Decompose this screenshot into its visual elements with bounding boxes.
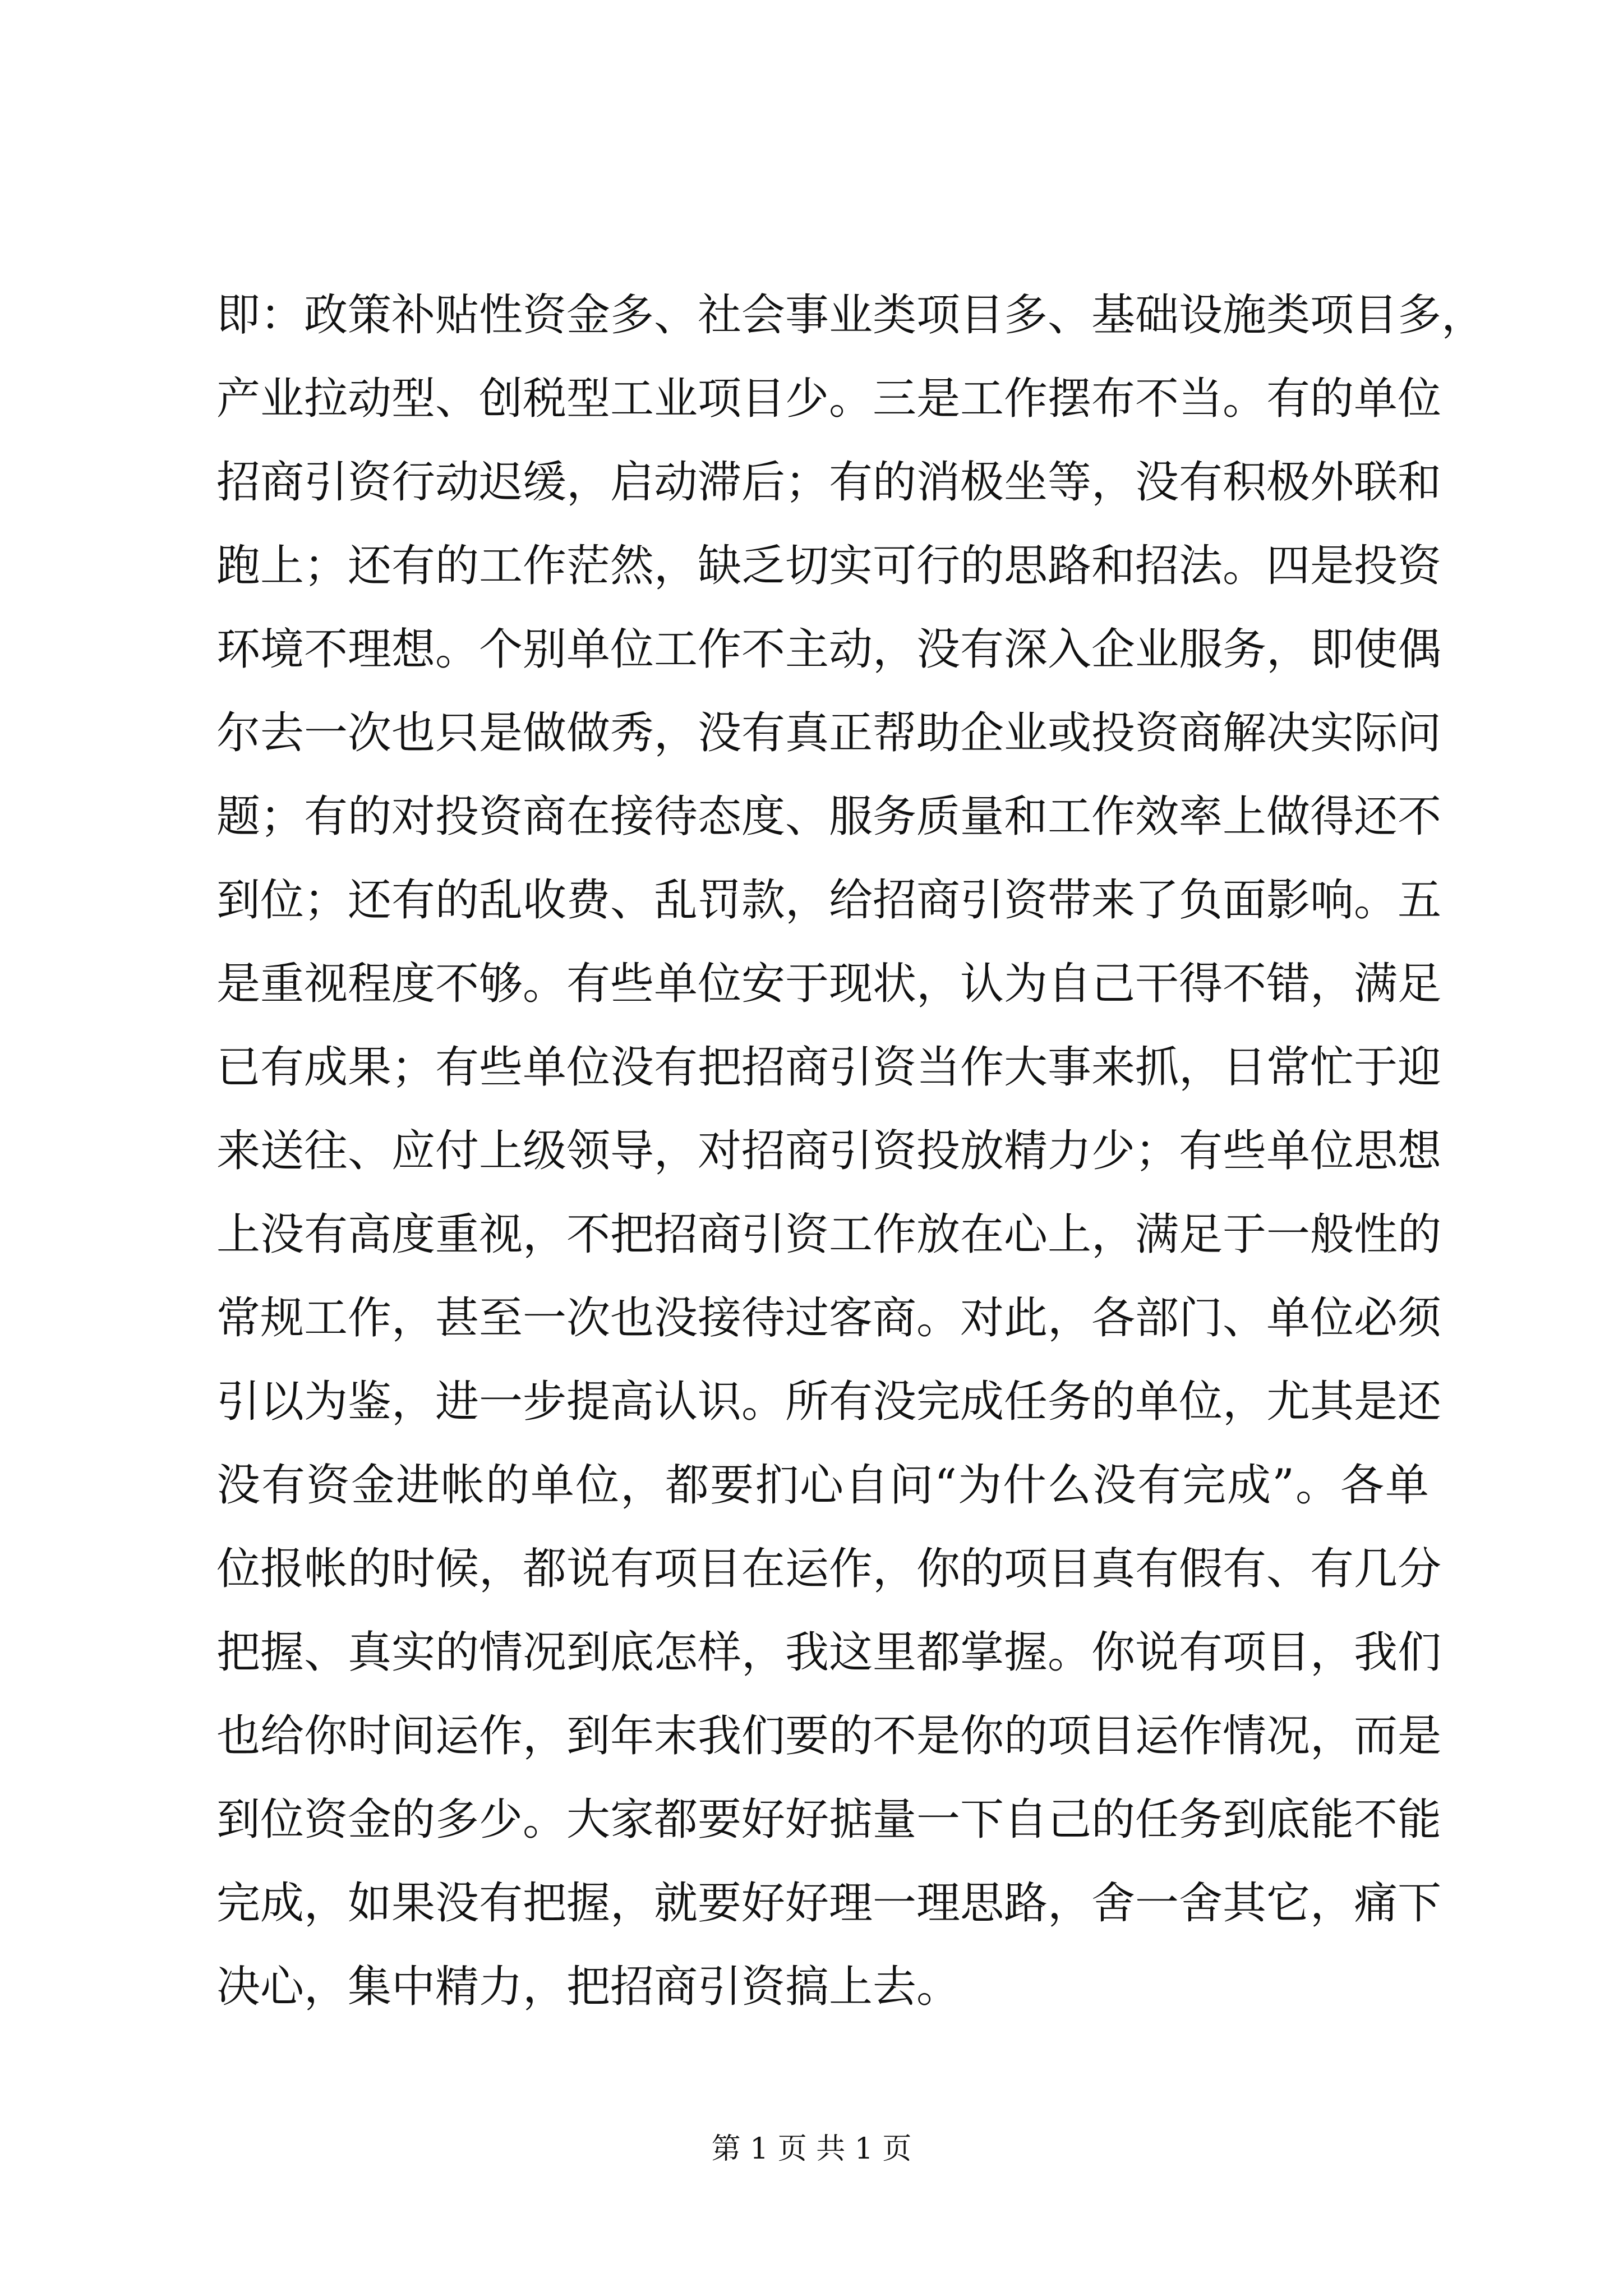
text-line: 上没有高度重视，不把招商引资工作放在心上，满足于一般性的 (216, 1209, 1442, 1260)
text-line: 决心，集中精力，把招商引资搞上去。 (216, 1962, 961, 2012)
text-line: 到位；还有的乱收费、乱罚款，给招商引资带来了负面影响。五 (216, 875, 1442, 926)
text-line: 环境不理想。个别单位工作不主动，没有深入企业服务，即使偶 (216, 624, 1442, 675)
text-line: 到位资金的多少。大家都要好好掂量一下自己的任务到底能不能 (216, 1795, 1442, 1845)
text-line: 完成，如果没有把握，就要好好理一理思路，舍一舍其它，痛下 (216, 1878, 1442, 1929)
page-number-footer: 第 1 页 共 1 页 (711, 2132, 912, 2166)
text-line: 来送往、应付上级领导，对招商引资投放精力少；有些单位思想 (216, 1126, 1442, 1176)
text-line: 是重视程度不够。有些单位安于现状，认为自己干得不错，满足 (216, 959, 1442, 1009)
text-line: 即：政策补贴性资金多、社会事业类项目多、基础设施类项目多， (216, 290, 1486, 341)
text-line: 招商引资行动迟缓，启动滞后；有的消极坐等，没有积极外联和 (216, 457, 1442, 508)
text-line: 也给你时间运作，到年末我们要的不是你的项目运作情况，而是 (216, 1711, 1442, 1761)
text-line: 尔去一次也只是做做秀，没有真正帮助企业或投资商解决实际问 (216, 708, 1442, 758)
text-line: 已有成果；有些单位没有把招商引资当作大事来抓，日常忙于迎 (216, 1042, 1442, 1093)
text-line: 位报帐的时候，都说有项目在运作，你的项目真有假有、有几分 (216, 1544, 1442, 1594)
text-line: 把握、真实的情况到底怎样，我这里都掌握。你说有项目，我们 (216, 1627, 1442, 1678)
text-line: 没有资金进帐的单位，都要扪心自问“为什么没有完成”。各单 (216, 1460, 1429, 1511)
body-paragraph (216, 274, 1486, 2029)
text-line: 常规工作，甚至一次也没接待过客商。对此，各部门、单位必须 (216, 1293, 1442, 1343)
text-line: 跑上；还有的工作茫然，缺乏切实可行的思路和招法。四是投资 (216, 541, 1442, 591)
text-line: 引以为鉴，进一步提高认识。所有没完成任务的单位，尤其是还 (216, 1377, 1442, 1427)
text-line: 产业拉动型、创税型工业项目少。三是工作摆布不当。有的单位 (216, 374, 1442, 424)
text-line: 题；有的对投资商在接待态度、服务质量和工作效率上做得还不 (216, 792, 1442, 842)
